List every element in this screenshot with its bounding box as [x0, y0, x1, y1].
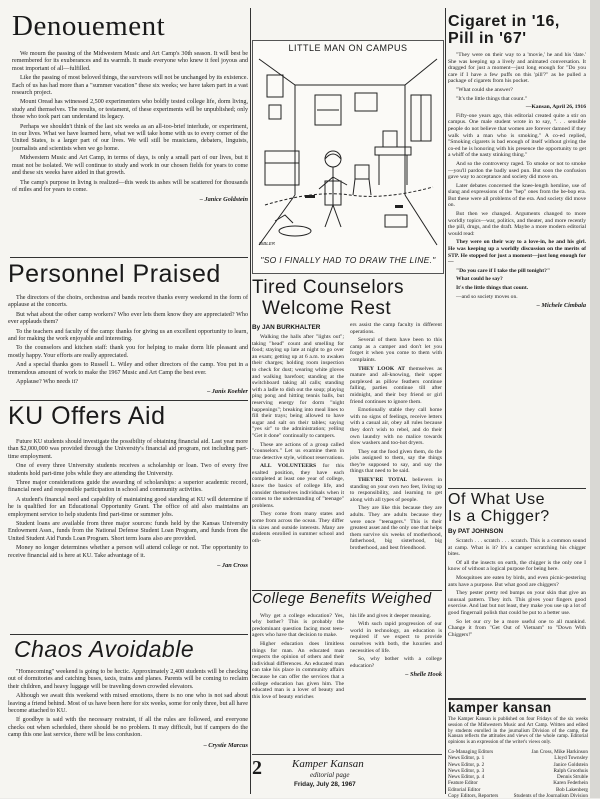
cartoon-artist: BIBLER	[259, 241, 276, 246]
denouement-paragraph: Like the passing of most beloved things, the survivors will not be unchanged by its existence. Each of us has had more than a "summer vacation" these six weeks; we have taken part in a vast research project.	[12, 75, 248, 97]
chigger-paragraph: Mosquitoes are eaten by birds, and even picnic-pestering ants have a purpose. But what good are chiggers?	[448, 574, 586, 588]
ku-aid-paragraph: A student's financial need and capability of maintaining good standing at KU will determine if he is qualified for an Educational Opportunity Grant. The office of aid also maintains an employment service to help students find part-time or summer jobs.	[8, 496, 248, 518]
college-paragraph: his life and gives it deeper meaning.	[350, 612, 431, 619]
chaos-paragraph: If goodbye is said with the necessary restraint, if all the rules are followed, and everyone checks out when scheduled, there should be no problem. It may difficult, but if campers do the camp this one last service, there will be less confusion.	[8, 717, 248, 739]
cigaret-paragraph: And so the controversy raged. To smoke or not to smoke—you'll pardon the badly used pun. But soon the confusion gave way to acceptance and society did move on.	[448, 160, 586, 181]
college-paragraph: Why get a college education? Yes, why bother? This is probably the predominant question facing most teen-agers who have that decision to make.	[252, 612, 344, 639]
denouement-headline: Denouement	[12, 10, 166, 42]
personnel-signature: – Janis Koehler	[207, 388, 248, 396]
cigaret-headline-line1: Cigaret in '16,	[448, 13, 560, 30]
ku-aid-headline: KU Offers Aid	[8, 402, 166, 430]
column-rule	[250, 8, 251, 794]
tired-paragraph: Walking the halls after "lights out"; taking "head" count and smelling for food; staying up late at night to go over an exam; getting up at 6 a.m. to awaken their charges; holding room inspection to check for dust; wearing white gloves and walking barefoot; standing at the switchboard taking all calls; standing with a ladle to dish out the soup; playing ping pong and hitting tennis balls, but reserving energy for dorm "night happenings"; breaking into meal lines to fill their trays; being allowed to have sugar and salt on their tables; saying "yes sir" to the administration; yelling "Get it done" continually to campers.	[252, 334, 344, 439]
tired-headline-line2: Welcome Rest	[262, 298, 392, 319]
college-article	[252, 592, 442, 752]
chigger-paragraph: Scratch . . . scratch . . . scratch. This is a common sound at camp. What is it? It's a camper scratching his chigger bites.	[448, 538, 586, 558]
staff-role: Co-Managing Editors	[448, 748, 494, 755]
chaos-paragraph: Although we await this weekend with mixed emotions, there is no one who is not sad about leaving a friend behind. Most of us have been here for six weeks, some for only three, but all have become attached to KU.	[8, 693, 248, 715]
cigaret-paragraph: Later debates concerned the knee-length hemline, use of slang and expressions of the "hep" ones from the be-bop era. But these were all problems of the era. And society did move on.	[448, 182, 586, 209]
chaos-signature: – Crystie Marcus	[203, 741, 248, 749]
tired-text: themselves as mature and all-knowing, their upper purplexed as pillow feathers continue falling, parties continue till after midnight, and their boy friend or girl friend continues to ignore them.	[350, 365, 442, 405]
cigaret-article	[448, 10, 586, 388]
staff-names: Students of the Journalism Division	[513, 793, 588, 799]
section-rule	[448, 488, 586, 489]
tired-paragraph: They come from many states and some from across the ocean. They differ in sizes and outside interests. Many are students enrolled in summer school and oth-	[252, 511, 344, 544]
chigger-paragraph: Of all the insects on earth, the chigger is the only one I know of without a logical purpose for being here.	[448, 559, 586, 573]
paper-name: Kamper Kansan	[292, 758, 364, 770]
section-rule	[10, 634, 248, 635]
tired-byline: By JAN BURKHALTER	[252, 324, 321, 331]
tired-lead: THEY'RE TOTAL	[358, 477, 408, 484]
column-rule	[445, 8, 446, 794]
college-paragraph: Higher education does limitless things for man. An educated man respects the opinion of others and their individual differences. An educated man can take his place in community affairs because he can offer the services that a college education has given him. The educated man is a lover of beauty and this love of beauty enriches	[252, 640, 344, 700]
personnel-paragraph: To the teachers and faculty of the camp: thanks for giving us an excellent opportunity to learn, and for making the work enjoyable and interesting.	[8, 328, 248, 343]
personnel-paragraph: The directors of the choirs, orchestras and bands receive thanks every weekend in the form of applause at the concerts.	[8, 295, 248, 309]
cigaret-quote: "What could she answer?	[456, 86, 513, 93]
chaos-paragraph: "Homecoming" weekend is going to be hectic. Approximately 2,400 students will be checking out of dormitories and catching buses, taxis, trains and planes. Parents will be coming to reclaim their children, and heavy luggage will be traveling down crowded elevators.	[8, 669, 248, 690]
tired-column-1	[252, 322, 344, 554]
tired-text: believers in standing on your own two feet, living up to responsibility, and learning to get along with all types of people.	[350, 477, 442, 503]
tired-paragraph: They eat the food given them, do the jobs assigned to them, say the things they're supposed to say, and say the things that need to be said.	[350, 448, 442, 475]
cigaret-paragraph: —and so society moves on.	[456, 293, 518, 300]
college-paragraph: So, why bother with a college education?	[350, 656, 442, 669]
tired-paragraph: They are like this because they are adults. They are adults because they were once "teenagers." This is their greatest asset and the only one that helps them survive six weeks of motherhood, fatherhood, big sisterhood, big brotherhood, and best friendhood.	[350, 505, 442, 551]
staff-names: Jan Cross, Mike Harkinson	[531, 748, 588, 755]
cigaret-paragraph: What could he say?	[456, 276, 503, 283]
cigaret-signature: – Michele Cimbala	[536, 302, 586, 310]
staff-role: Editorial Editor	[448, 786, 481, 793]
tired-paragraph	[350, 477, 442, 503]
cigaret-paragraph: "Do you care if I take the pill tonight?"	[456, 267, 551, 274]
tired-lead: THEY LOOK AT	[358, 365, 405, 372]
cigaret-paragraph: They were on their way to a love-in, he and his girl. He was keeping up a worldly discussion on the merits of STP. He stopped for just a moment—just long enough for—	[448, 239, 586, 266]
denouement-paragraph: Mount Oread has witnessed 2,500 experimenters who boldly tested college life, dorm living, study and themselves. The results, or testament, of these experiments will be unpublished; only those who took part can understand its legacy.	[12, 99, 248, 121]
issue-date: Friday, July 28, 1967	[294, 781, 356, 788]
section-rule	[448, 698, 586, 700]
tired-paragraph	[350, 366, 442, 406]
chigger-headline-line2: Is a Chigger?	[448, 508, 550, 525]
section-rule	[10, 400, 248, 401]
tired-column-2	[350, 322, 442, 554]
cigaret-quote: "It's the little things that count."	[456, 95, 528, 102]
staff-row	[448, 793, 588, 799]
ku-aid-signature: – Jan Cross	[217, 562, 248, 570]
cartoon-illustration	[255, 55, 441, 251]
staff-names: Karen Federhein	[553, 780, 588, 787]
personnel-paragraph: And a special thanks goes to Russell L. Wiley and other directors of the camp. You put in a tremendous amount of work to make the 1967 Music and Art Camp the best ever.	[8, 362, 248, 376]
staff-role: News Editor, p. 3	[448, 767, 485, 774]
chigger-headline-line1: Of What Use	[448, 491, 546, 508]
chigger-article	[448, 490, 586, 698]
staff-role: News Editor, p. 1	[448, 755, 485, 762]
ku-aid-paragraph: One of every three University students receives a scholarship or loan. Two of every five students hold part-time jobs while they are attending the University.	[8, 463, 248, 477]
staff-role: News Editor, p. 4	[448, 774, 485, 781]
tired-columns	[252, 322, 442, 554]
personnel-paragraph: Applause? Who needs it?	[16, 379, 78, 386]
cartoon-title: LITTLE MAN ON CAMPUS	[288, 43, 408, 53]
personnel-paragraph: But what about the other camp workers? Who ever lets them know they are appreciated? Who ever applauds them?	[8, 311, 248, 326]
section-rule	[10, 257, 248, 258]
staff-role: Copy Editors, Reporters	[448, 793, 499, 799]
tired-article	[252, 278, 442, 592]
ku-aid-paragraph: Three major considerations guide the awarding of scholarships: a superior academic record, financial need and responsible participation in school and community activities.	[8, 480, 248, 494]
staff-names: Lloyd Townsley	[554, 755, 588, 762]
tired-headline-line1: Tired Counselors	[252, 277, 404, 298]
cigaret-paragraph: Fifty-one years ago, this editorial created quite a stir on campus. One male student wrote in to say, ". . . sensible people do not believe that women are forever damned if they walk with a man who is smoking." A co-ed replied, "Smoking cigarets is bad enough of itself without giving the co-ed he is honoring with his presence the opportunity to get a whiff of the nasty stinking thing."	[448, 112, 586, 159]
chigger-paragraph: They pester pretty red bumps on your skin that give an unusual pattern. They itch. This gives your fingers good exercise. And last but not least, they make you use up a lot of good fingernail polish that could be put to a better use.	[448, 590, 586, 616]
tired-paragraph: ers assist the camp faculty in different operations.	[350, 322, 442, 335]
college-column-2	[350, 613, 442, 703]
college-paragraph: With such rapid progression of our world in technology, an education is required if we expect to provide ourselves with both, the luxuries and necessities of life.	[350, 621, 442, 654]
college-columns	[252, 613, 442, 703]
chaos-headline: Chaos Avoidable	[14, 636, 195, 662]
staff-names: Dennis Struble	[557, 774, 588, 781]
chigger-paragraph: So let our cry be a more useful one to all mankind. Change it from "Get Out of Vietnam" to "Down With Chiggers!"	[448, 618, 586, 638]
chaos-article	[8, 636, 248, 796]
denouement-paragraph: We mourn the passing of the Midwestern Music and Art Camp's 30th season. It will best be remembered for its exuberances and its warmth. It made everyone who knew it feel joyous and most important of all—fulfilled.	[12, 51, 248, 72]
college-headline: College Benefits Weighed	[252, 591, 432, 607]
cartoon-panel	[252, 40, 444, 274]
tired-paragraph: Several of them have been to this camp as a camper and don't let you forget it when you come to them with complaints.	[350, 337, 442, 363]
ku-aid-article	[8, 402, 248, 632]
tired-paragraph: These are actions of a group called "counselors." Let us examine them in true detective style, without reservations.	[252, 441, 344, 461]
page-number: 2	[252, 757, 262, 779]
cigaret-headline-line2: Pill in '67'	[448, 30, 527, 47]
personnel-paragraph: To the counselors and kitchen staff: thank you for helping to make dorm life pleasant and mostly happy. Your efforts are really appreciated.	[8, 345, 248, 359]
masthead-description: The Kamper Kansan is published on four Fridays of the six weeks session of the Midwestern Music and Art Camp. Written and edited by students enrolled in the journalism Division of the camp, the Kansan reflects the attitudes and views of the whole camp. Editorial opinions is an expression of the writer's views only.	[448, 717, 588, 746]
cigaret-quote: "They were on their way to a 'movie,' he and his 'date.' She was keeping up a lively and animated conversation. It dragged for just a moment—just long enough for "Do you care if I have a few puffs on this 'pill'?" as he pulled a package of cigarets from his pocket.	[448, 52, 586, 85]
ku-aid-paragraph: Future KU students should investigate the possibility of obtaining financial aid. Last year more than $2,000,000 was provided through the University's financial aid program, not including part-time employment.	[8, 439, 248, 460]
staff-names: Janice Goldstein	[553, 761, 588, 768]
section-rule	[252, 590, 442, 591]
staff-list	[448, 749, 588, 799]
denouement-paragraph: Perhaps we shouldn't think of the last six weeks as an all-too-brief interlude, or experiment, in our lives. What we have learned here, what we will take home with us to every corner of the United States, is a larger part of our lives. We will still be musicians, debaters, linguists, journalists and scientists when we go home.	[12, 123, 248, 152]
staff-role: Feature Editor	[448, 780, 478, 787]
cigaret-paragraph: It's the little things that count.	[456, 285, 529, 291]
chigger-byline: By PAT JOHNSON	[448, 528, 504, 535]
cigaret-source: —Kansan, April 26, 1916	[525, 104, 586, 111]
college-column-1	[252, 613, 344, 703]
tired-text: for this exalted position, they have each completed at least one year of college, know the basics of college life, and consider themselves individuals when it comes to the understanding of "teenage" problems.	[252, 463, 344, 509]
page-edge	[590, 0, 600, 798]
denouement-paragraph: Midwestern Music and Art Camp, in terms of days, is only a small part of our lives, but it must not be isolated. We will continue to study and work in our chosen fields for years to come and these six weeks have aided in that growth.	[12, 155, 248, 177]
cigaret-paragraph: But then we changed. Arguments changed to more worldly topics—war, politics, and theater, and more recently the pill, drugs, and the draft. Maybe a more modern editorial would read:	[448, 211, 586, 237]
denouement-paragraph: The camp's purpose in living is realized—this week its ashes will be scattered for thousands of miles and for years to come.	[12, 179, 248, 193]
cartoon-caption: "SO I FINALLY HAD TO DRAW THE LINE."	[260, 255, 436, 265]
section-name: editorial page	[310, 771, 350, 779]
personnel-headline: Personnel Praised	[8, 260, 221, 288]
denouement-article	[12, 8, 248, 258]
masthead-box	[448, 700, 588, 799]
tired-paragraph	[252, 463, 344, 509]
college-signature: – Shelle Hook	[405, 671, 442, 679]
staff-names: Bob Lakenberg	[555, 786, 588, 793]
denouement-signature: – Janice Goldstein	[199, 196, 248, 204]
staff-names: Ralph Groothuis	[553, 767, 588, 774]
personnel-article	[8, 258, 248, 398]
ku-aid-paragraph: Money no longer determines whether a person will attend college or not. The opportunity to receive financial aid is here at KU. Take advantage of it.	[8, 545, 248, 559]
page-folio	[252, 754, 442, 795]
tired-paragraph: Emotionally stable they call home with no signs of feelings, receive letters with a casual air, obey all rules because they don't wish to rebel, and do their own laundry with no malice towards slow washers and too-hot dryers.	[350, 407, 442, 447]
staff-role: News Editor, p. 2	[448, 761, 485, 768]
tired-lead: ALL VOLUNTEERS	[260, 463, 317, 470]
ku-aid-paragraph: Student loans are available from three major sources: funds held by the Kansas University Endowment Assn., funds from the National Defense Student Loan Program, and funds from the United Student Aid Funds Loan Program. Short term loans also are provided.	[8, 521, 248, 542]
masthead-title: kamper kansan	[448, 700, 552, 715]
